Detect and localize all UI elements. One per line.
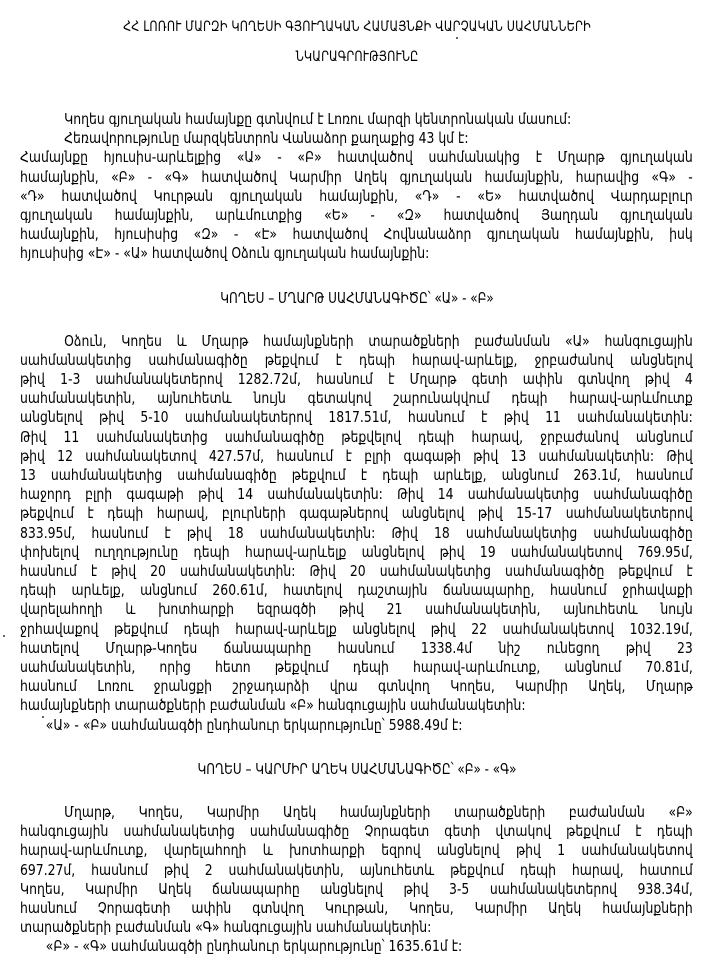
- text-line: տարածքների բաժանման «Գ» հանգուցային սահմանակետին:: [20, 918, 432, 937]
- text-line: հաջորդ բլրի գագաթի թիվ 14 սահմանակետին: Թիվ 14 սահմանակետից սահմանագիծը: [20, 485, 693, 504]
- text-line: Հեռավորությունը մարզկենտրոն Վանաձոր քաղաքից 43 կմ է:: [64, 129, 469, 148]
- section-paragraph-kogh-karmir-aghek: [20, 803, 693, 957]
- text-line: համայնքների տարածքների բաժանման «Բ» հանգուցային սահմանակետին:: [20, 696, 526, 715]
- text-line: համայնքին, հյուսիսից «Զ» - «Է» հատվածով Հովնանաձոր գյուղական համայնքին, իսկ: [20, 225, 693, 244]
- text-line: թեքվում է դեպի հարավ, բլուրների գագաթներով անցնելով թիվ 15-17 սահմանակետերով: [20, 504, 693, 523]
- text-line: ջրհավաքով թեքվում դեպի հարավ-արևելք անցնելով թիվ 22 սահմանակետով 1032.19մ,: [20, 619, 693, 638]
- text-line: 697.27մ, հասնում թիվ 2 սահմանակետին, այնուհետև թեքվում դեպի հարավ, հատում: [20, 860, 693, 879]
- text-line: գյուղական համայնքին, արևմուտքից «Ե» - «Զ» հատվածով Յաղդան գյուղական: [20, 206, 693, 225]
- scan-speck: [3, 635, 5, 637]
- text-line: Կողես, Կարմիր Աղեկ ճանապարհը անցնելով թիվ 3-5 սահմանակետերով 938.34մ,: [20, 879, 693, 898]
- text-line: Օձուն, Կողես և Մղարթ համայնքների տարածքների բաժանման «Ա» հանգուցային: [64, 331, 693, 350]
- text-line: Կողես գյուղական համայնքը գտնվում է Լոռու մարզի կենտրոնական մասում:: [64, 110, 572, 128]
- text-line: «Դ» հատվածով Կուրթան գյուղական համայնքին, «Դ» - «Ե» հատվածով Վարդաբլուր: [20, 186, 693, 205]
- text-line: թիվ 1-3 սահմանակետերով 1282.72մ, հասնում է Մղարթ գետի ափին գտնվող թիվ 4: [20, 370, 693, 389]
- text-line: անցնելով թիվ 5-10 սահմանակետերով 1817.51մ, հասնում է թիվ 11 սահմանակետին:: [20, 408, 693, 427]
- text-line: 833.95մ, հասնում է թիվ 18 սահմանակետին: Թիվ 18 սահմանակետից սահմանագիծը: [20, 523, 693, 542]
- text-line: Մղարթ, Կողես, Կարմիր Աղեկ համայնքների տարածքների բաժանման «Բ»: [64, 802, 693, 821]
- section-total-length: «Բ» - «Գ» սահմանագծի ընդհանուր երկարությունը՝ 1635.61մ է:: [45, 937, 463, 956]
- text-line: հատելով Մղարթ-Կողես ճանապարհը հասնում 1338.4մ նիշ ունեցող թիվ 23: [20, 638, 693, 657]
- text-line: դեպի արևելք, անցնում 260.61մ, հատելով դաշտային ճանապարհը, հասնում ջրհավաքի: [20, 581, 693, 600]
- text-line: սահմանակետին, որից հետո թեքվում դեպի հարավ-արևմուտք, անցնում 70.81մ,: [20, 658, 693, 677]
- section-total-length: «Ա» - «Բ» սահմանագծի ընդհանուր երկարությունը՝ 5988.49մ է:: [45, 715, 463, 734]
- text-line: հասնում է թիվ 20 սահմանակետին: Թիվ 20 սահմանակետից սահմանագիծը թեքվում է: [20, 562, 693, 581]
- document-title-line-2: ՆԿԱՐԱԳՐՈՒԹՅՈՒՆԸ: [295, 49, 419, 65]
- text-line: սահմանակետին, այնուհետև նույն գետակով շարունակվում դեպի հարավ-արևմուտք: [20, 389, 693, 408]
- section-paragraph-kogh-mghart: [20, 332, 693, 735]
- text-line: հյուսիսից «Է» - «Ա» հատվածով Օձուն գյուղական համայնքին:: [20, 244, 430, 263]
- text-line: փոխելով ուղղությունը դեպի հարավ-արևելք անցնելով թիվ 19 սահմանակետով 769.95մ,: [20, 542, 693, 561]
- text-line: հասնում Չորագետի ափին գտնվող Կուրթան, Կողես, Կարմիր Աղեկ համայնքների: [20, 898, 693, 917]
- document-title-line-1: ՀՀ ԼՈՌՈՒ ՄԱՐԶԻ ԿՈՂԵՍԻ ԳՅՈՒՂԱԿԱՆ ՀԱՄԱՅՆՔԻ ՎԱՐՉԱԿԱՆ ՍԱՀՄԱՆՆԵՐԻ: [123, 19, 591, 35]
- section-heading-kogh-karmir-aghek: ԿՈՂԵՍ – ԿԱՐՄԻՐ ԱՂԵԿ ՍԱՀՄԱՆԱԳԻԾԸ՝ «Բ» - «Գ»: [197, 759, 517, 778]
- text-line: վարելահողի և խոտհարքի եզրագծի թիվ 21 սահմանակետին, այնուհետև նույն: [20, 600, 693, 619]
- text-line: 13 սահմանակետից սահմանագիծը թեքվում է դեպի արևելք, անցնում 263.1մ, հասնում: [20, 466, 693, 485]
- section-heading-kogh-mghart: ԿՈՂԵՍ – ՄՂԱՐԹ ՍԱՀՄԱՆԱԳԻԾԸ՝ «Ա» - «Բ»: [220, 288, 494, 307]
- text-line: թիվ 12 սահմանակետով 427.57մ, հասնում է բլրի գագաթի թիվ 13 սահմանակետին: Թիվ: [20, 446, 693, 465]
- text-line: հանգուցային սահմանակետից սահմանագիծը Չորագետ գետի վտակով թեքվում է դեպի: [20, 822, 693, 841]
- text-line: հասնում Լոռու ջրանցքի շրջադարձի վրա գտնվող Կողես, Կարմիր Աղեկ, Մղարթ: [20, 677, 693, 696]
- scan-speck: [42, 716, 44, 718]
- text-line: Համայնքը հյուսիս-արևելքից «Ա» - «Բ» հատվածով սահմանակից է Մղարթ գյուղական: [20, 148, 693, 167]
- scan-speck: [456, 37, 458, 39]
- text-line: հարավ-արևմուտք, վարելահողի և խոտհարքի եզրով անցնելով թիվ 1 սահմանակետով: [20, 841, 693, 860]
- text-line: սահմանակետից սահմանագիծը թեքվում է դեպի հարավ-արևելք, ջրբաժանով անցնելով: [20, 350, 693, 369]
- text-line: համայնքին, «Բ» - «Գ» հատվածով Կարմիր Աղեկ գյուղական համայնքին, հարավից «Գ» -: [20, 167, 693, 186]
- intro-paragraph: [20, 110, 693, 264]
- text-line: Թիվ 11 սահմանակետից սահմանագիծը թեքվելով դեպի հարավ, ջրբաժանով անցնում: [20, 427, 693, 446]
- document-title: [67, 12, 647, 72]
